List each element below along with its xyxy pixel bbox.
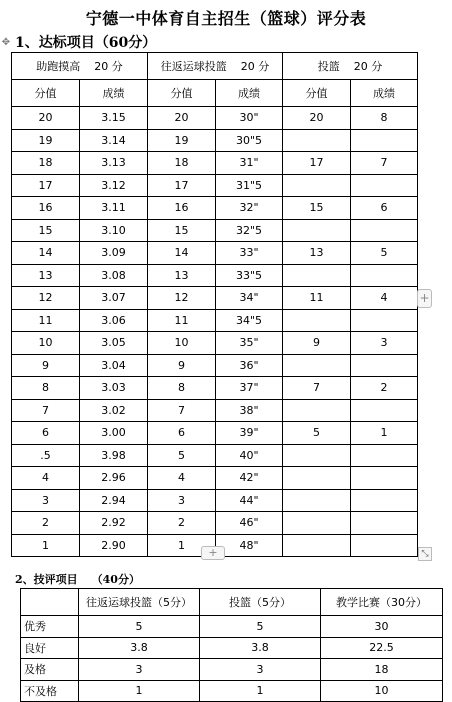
table-row	[12, 444, 418, 467]
table-cell	[283, 467, 351, 490]
table-cell	[351, 174, 418, 197]
add-row-button[interactable]: +	[201, 546, 225, 560]
table-cell: 18	[148, 152, 216, 175]
table-row	[12, 287, 418, 310]
table-cell: 13	[12, 264, 80, 287]
table-cell: 12	[148, 287, 216, 310]
table-cell: 8	[12, 377, 80, 400]
table-cell: 9	[12, 354, 80, 377]
table-cell	[283, 309, 351, 332]
table-cell: 5	[283, 422, 351, 445]
table-cell	[283, 399, 351, 422]
table-cell: 3	[12, 489, 80, 512]
table-row	[12, 197, 418, 220]
table-cell: 19	[12, 129, 80, 152]
table-cell: 10	[321, 680, 443, 702]
table-cell: 5	[148, 444, 216, 467]
table-cell: 4	[12, 467, 80, 490]
group-points: 20 分	[94, 60, 123, 73]
table-cell: 19	[148, 129, 216, 152]
table-cell: 6	[148, 422, 216, 445]
table-row	[12, 399, 418, 422]
table-cell: 2.94	[80, 489, 148, 512]
table-cell: 3.08	[80, 264, 148, 287]
table-cell: 48"	[216, 534, 283, 557]
table-cell: 3.00	[80, 422, 148, 445]
table-cell	[351, 354, 418, 377]
table-cell: 3	[148, 489, 216, 512]
group-name: 助跑摸高	[36, 60, 81, 73]
section-1-title: 1、达标项目（60分）	[15, 35, 157, 51]
table-cell: 11	[12, 309, 80, 332]
table-cell	[351, 399, 418, 422]
table-cell: 30	[321, 616, 443, 638]
table2-header-row	[21, 589, 443, 616]
table-cell: 3.14	[80, 129, 148, 152]
table-cell	[283, 129, 351, 152]
header-cell: 往返运球投篮（5分）	[79, 589, 200, 616]
table-cell	[283, 174, 351, 197]
table-row	[12, 489, 418, 512]
table-cell: 3.03	[80, 377, 148, 400]
table-cell: 3	[200, 659, 321, 681]
table-cell: 2	[351, 377, 418, 400]
table-cell: 38"	[216, 399, 283, 422]
table-cell: 7	[148, 399, 216, 422]
table-cell	[283, 489, 351, 512]
table-cell	[351, 444, 418, 467]
table-row	[12, 129, 418, 152]
table1-subheader-row	[12, 80, 418, 107]
table-cell: 8	[351, 107, 418, 130]
grade-label: 优秀	[21, 616, 79, 638]
table-cell: 20	[283, 107, 351, 130]
section-2-label: 2、技评项目	[15, 573, 78, 586]
table-cell: 13	[283, 242, 351, 265]
subheader-cell: 分值	[12, 80, 80, 107]
table-cell: 12	[12, 287, 80, 310]
table-cell: 6	[351, 197, 418, 220]
table-cell: 33"5	[216, 264, 283, 287]
table-cell: 5	[79, 616, 200, 638]
table-cell: 16	[148, 197, 216, 220]
table-cell: 31"	[216, 152, 283, 175]
table-cell: 31"5	[216, 174, 283, 197]
table-row	[12, 422, 418, 445]
section-2-title	[15, 571, 140, 587]
table-cell: 2.90	[80, 534, 148, 557]
table-cell: 14	[148, 242, 216, 265]
subheader-cell: 分值	[148, 80, 216, 107]
table-row	[12, 264, 418, 287]
table-cell: 2.92	[80, 512, 148, 535]
table-cell: 16	[12, 197, 80, 220]
table-cell: 2.96	[80, 467, 148, 490]
table-cell: 2	[12, 512, 80, 535]
table-cell: 1	[12, 534, 80, 557]
table-cell: 14	[12, 242, 80, 265]
table-cell: 7	[283, 377, 351, 400]
table-cell: 3.10	[80, 219, 148, 242]
table-cell	[283, 512, 351, 535]
grade-label: 良好	[21, 637, 79, 659]
table-row	[12, 512, 418, 535]
table-cell: 37"	[216, 377, 283, 400]
table-cell: 11	[148, 309, 216, 332]
table-row	[12, 242, 418, 265]
table-row	[12, 309, 418, 332]
table-cell	[283, 534, 351, 557]
table-cell: 34"5	[216, 309, 283, 332]
table-cell: 34"	[216, 287, 283, 310]
table-cell: 17	[283, 152, 351, 175]
table-cell: 3.07	[80, 287, 148, 310]
table-cell: 6	[12, 422, 80, 445]
group-header-shooting	[283, 53, 418, 80]
table-cell: 35"	[216, 332, 283, 355]
table-cell: 3.15	[80, 107, 148, 130]
table-cell: 18	[321, 659, 443, 681]
table-cell: 39"	[216, 422, 283, 445]
table-cell: 15	[148, 219, 216, 242]
table-cell: 1	[351, 422, 418, 445]
table-cell	[283, 354, 351, 377]
table-cell: .5	[12, 444, 80, 467]
table-cell: 46"	[216, 512, 283, 535]
table-cell: 2	[148, 512, 216, 535]
table-cell: 15	[283, 197, 351, 220]
table-cell: 17	[148, 174, 216, 197]
table-cell	[351, 489, 418, 512]
table-cell	[283, 444, 351, 467]
table-cell: 4	[148, 467, 216, 490]
table-cell: 20	[148, 107, 216, 130]
table-cell	[351, 467, 418, 490]
table-cell: 32"5	[216, 219, 283, 242]
table-cell: 10	[148, 332, 216, 355]
table-cell: 3.8	[200, 637, 321, 659]
table-cell: 13	[148, 264, 216, 287]
table-cell: 3.04	[80, 354, 148, 377]
table-cell: 5	[200, 616, 321, 638]
group-name: 往返运球投篮	[160, 60, 227, 73]
table-cell: 30"5	[216, 129, 283, 152]
table-cell: 3.13	[80, 152, 148, 175]
table-cell: 1	[148, 534, 216, 557]
table-cell: 40"	[216, 444, 283, 467]
table-cell: 11	[283, 287, 351, 310]
table-cell: 8	[148, 377, 216, 400]
table-cell	[283, 219, 351, 242]
table-cell: 3.02	[80, 399, 148, 422]
page-title: 宁德一中体育自主招生（篮球）评分表	[85, 9, 367, 28]
table-cell: 7	[351, 152, 418, 175]
table1-group-header-row	[12, 53, 418, 80]
section-2-points: （40分）	[91, 573, 140, 586]
table-cell: 9	[283, 332, 351, 355]
table-cell: 32"	[216, 197, 283, 220]
table-row	[21, 680, 443, 702]
subheader-cell: 成绩	[80, 80, 148, 107]
group-header-dribble	[148, 53, 283, 80]
table-row	[12, 219, 418, 242]
table-cell: 42"	[216, 467, 283, 490]
table-cell	[351, 129, 418, 152]
grade-label: 及格	[21, 659, 79, 681]
table-row	[21, 616, 443, 638]
table-cell: 17	[12, 174, 80, 197]
table-cell: 3	[79, 659, 200, 681]
table-row	[12, 354, 418, 377]
table-cell: 3.98	[80, 444, 148, 467]
table-row	[21, 659, 443, 681]
table-cell	[351, 309, 418, 332]
table-cell: 1	[79, 680, 200, 702]
table-cell	[351, 219, 418, 242]
table-cell: 4	[351, 287, 418, 310]
table-row	[21, 637, 443, 659]
table-cell: 3.09	[80, 242, 148, 265]
subheader-cell: 成绩	[216, 80, 283, 107]
table-cell: 33"	[216, 242, 283, 265]
table-cell: 10	[12, 332, 80, 355]
table-cell: 7	[12, 399, 80, 422]
table-row	[12, 377, 418, 400]
table-row	[12, 467, 418, 490]
table-row	[12, 107, 418, 130]
group-name: 投篮	[317, 60, 340, 73]
header-cell: 教学比赛（30分）	[321, 589, 443, 616]
table-cell	[283, 264, 351, 287]
table-cell: 30"	[216, 107, 283, 130]
group-points: 20 分	[353, 60, 383, 73]
table-cell: 3.11	[80, 197, 148, 220]
subheader-cell: 分值	[283, 80, 351, 107]
table-cell: 3.8	[79, 637, 200, 659]
table-row	[12, 152, 418, 175]
table-cell: 44"	[216, 489, 283, 512]
table-cell: 36"	[216, 354, 283, 377]
table-cell: 9	[148, 354, 216, 377]
table-cell: 3	[351, 332, 418, 355]
table-cell: 1	[200, 680, 321, 702]
grade-label: 不及格	[21, 680, 79, 702]
table-cell: 3.12	[80, 174, 148, 197]
table-cell: 3.06	[80, 309, 148, 332]
table-resize-handle-icon[interactable]: ⤡	[418, 547, 432, 561]
add-column-button[interactable]: +	[417, 289, 432, 308]
standard-items-table	[11, 52, 418, 557]
table-cell	[351, 512, 418, 535]
table-move-handle-icon[interactable]: ✥	[1, 37, 11, 48]
table-row	[12, 332, 418, 355]
group-points: 20 分	[240, 60, 270, 73]
table-row	[12, 174, 418, 197]
technique-table	[20, 588, 443, 702]
table-cell: 15	[12, 219, 80, 242]
header-cell: 投篮（5分）	[200, 589, 321, 616]
table-cell: 20	[12, 107, 80, 130]
subheader-cell: 成绩	[351, 80, 418, 107]
header-cell	[21, 589, 79, 616]
table-cell	[351, 264, 418, 287]
table-cell: 3.05	[80, 332, 148, 355]
table-cell: 18	[12, 152, 80, 175]
table-cell	[351, 534, 418, 557]
table-cell: 5	[351, 242, 418, 265]
group-header-jump	[12, 53, 148, 80]
table-cell: 22.5	[321, 637, 443, 659]
